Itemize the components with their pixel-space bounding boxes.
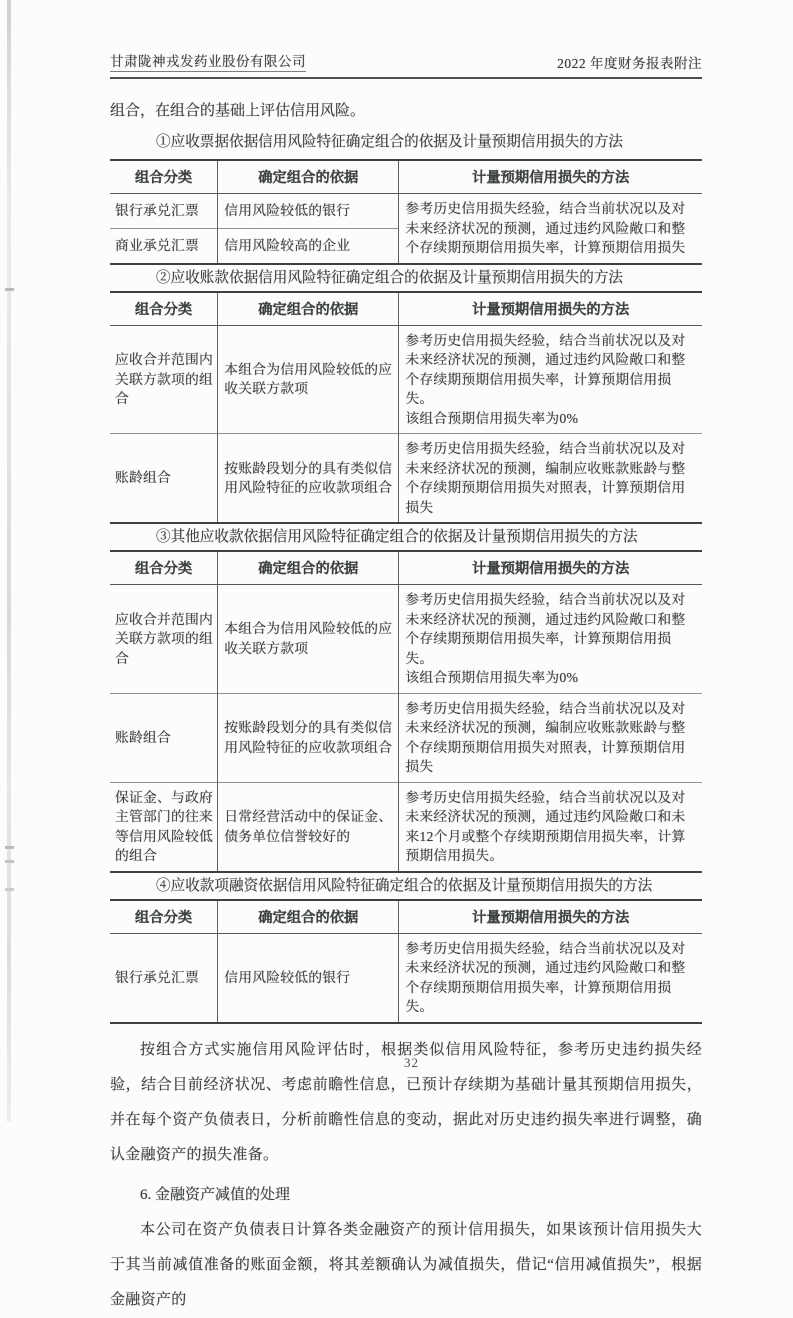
cell-method: 参考历史信用损失经验，结合当前状况以及对未来经济状况的预测，编制应收账款账龄与整个存续期预期信用损失对照表，计算预期信用损失 [399,693,702,782]
cell-basis: 信用风险较低的银行 [218,194,399,229]
table-row [110,325,702,434]
col-header-method: 计量预期信用损失的方法 [399,292,702,326]
table-accounts-receivable [110,291,702,525]
page-number: 32 [404,1055,419,1070]
table-other-receivables [110,550,702,873]
table-row [110,693,702,782]
cell-basis: 信用风险较低的银行 [218,933,399,1023]
section-caption-1: ①应收票据依据信用风险特征确定组合的依据及计量预期信用损失的方法 [156,134,624,150]
heading-impairment: 6. 金融资产减值的处理 [140,1186,291,1203]
cell-basis: 按账龄段划分的具有类似信用风险特征的应收款项组合 [218,693,399,782]
cell-basis: 信用风险较高的企业 [218,228,399,263]
cell-method [399,325,702,434]
method-note: 该组合预期信用损失率为0% [405,670,579,685]
col-header-method: 计量预期信用损失的方法 [399,551,702,585]
section-caption-3: ③其他应收款依据信用风险特征确定组合的依据及计量预期信用损失的方法 [156,529,638,545]
table-header-row [110,551,702,585]
company-name: 甘肃陇神戎发药业股份有限公司 [110,50,306,72]
section-caption-2: ②应收账款依据信用风险特征确定组合的依据及计量预期信用损失的方法 [156,269,624,286]
table-row [110,782,702,872]
scan-edge-artifact [7,0,11,1122]
table-row [110,585,702,694]
cell-basis: 按账龄段划分的具有类似信用风险特征的应收款项组合 [218,434,399,524]
lead-paragraph: 组合，在组合的基础上评估信用风险。 [110,103,366,119]
cell-method [399,585,702,694]
col-header-method: 计量预期信用损失的方法 [399,160,702,194]
cell-basis: 本组合为信用风险较低的应收关联方款项 [218,585,399,694]
table-row [110,194,702,229]
col-header-portfolio: 组合分类 [110,900,218,934]
cell-portfolio: 账龄组合 [110,434,218,524]
cell-method: 参考历史信用损失经验，结合当前状况以及对未来经济状况的预测，通过违约风险敞口和未来12个月或整个存续期预期信用损失率，计算预期信用损失。 [399,782,702,872]
cell-portfolio: 商业承兑汇票 [110,228,218,263]
cell-basis: 本组合为信用风险较低的应收关联方款项 [218,325,399,434]
col-header-basis: 确定组合的依据 [218,900,399,934]
cell-portfolio: 应收合并范围内关联方款项的组合 [115,611,213,666]
table-notes-receivable [110,159,702,265]
method-text: 参考历史信用损失经验，结合当前状况以及对未来经济状况的预测，通过违约风险敞口和整个存续期预期信用损失率，计算预期信用损失。 [405,332,686,406]
cell-method: 参考历史信用损失经验，结合当前状况以及对未来经济状况的预测，通过违约风险敞口和整个存续期预期信用损失率，计算预期信用损失。 [399,933,702,1023]
col-header-basis: 确定组合的依据 [218,160,399,194]
method-text: 参考历史信用损失经验，结合当前状况以及对未来经济状况的预测，通过违约风险敞口和整个存续期预期信用损失率，计算预期信用损失。 [405,592,686,666]
report-title: 2022 年度财务报表附注 [557,56,702,71]
paragraph-credit-risk-assessment: 按组合方式实施信用风险评估时，根据类似信用风险特征，参考历史违约损失经验，结合目前经济状况、考虑前瞻性信息，已预计存续期为基础计量其预期信用损失，并在每个资产负债表日，分析前瞻性信息的变动，据此对历史违约损失率进行调整，确认金融资产的损失准备。 [110,1041,702,1163]
table-row [110,434,702,524]
table-header-row [110,900,702,934]
cell-portfolio: 账龄组合 [110,693,218,782]
col-header-basis: 确定组合的依据 [218,292,399,326]
table-header-row [110,160,702,194]
cell-basis: 日常经营活动中的保证金、债务单位信誉较好的 [218,782,399,872]
table-receivables-financing [110,899,702,1024]
table-row [110,933,702,1023]
method-note: 该组合预期信用损失率为0% [405,410,579,426]
col-header-portfolio: 组合分类 [110,292,218,326]
cell-method-merged: 参考历史信用损失经验，结合当前状况以及对未来经济状况的预测，通过违约风险敞口和整个存续期预期信用损失率，计算预期信用损失 [399,194,702,264]
col-header-portfolio: 组合分类 [110,160,218,194]
cell-method: 参考历史信用损失经验，结合当前状况以及对未来经济状况的预测，编制应收账款账龄与整个存续期预期信用损失对照表，计算预期信用损失 [399,434,702,524]
col-header-method: 计量预期信用损失的方法 [399,900,702,934]
col-header-portfolio: 组合分类 [110,551,218,585]
col-header-basis: 确定组合的依据 [218,551,399,585]
cell-portfolio: 银行承兑汇票 [115,969,199,985]
table-header-row [110,292,702,326]
paragraph-impairment-treatment: 本公司在资产负债表日计算各类金融资产的预计信用损失，如果该预计信用损失大于其当前减值准备的账面金额，将其差额确认为减值损失，借记“信用减值损失”，根据金融资产的 [110,1221,702,1308]
page-header [110,50,702,79]
cell-portfolio: 保证金、与政府主管部门的往来等信用风险较低的组合 [110,782,218,872]
cell-portfolio: 银行承兑汇票 [115,203,199,219]
section-caption-4: ④应收款项融资依据信用风险特征确定组合的依据及计量预期信用损失的方法 [156,877,653,894]
cell-portfolio: 应收合并范围内关联方款项的组合 [115,352,213,406]
document-page [110,50,702,1318]
